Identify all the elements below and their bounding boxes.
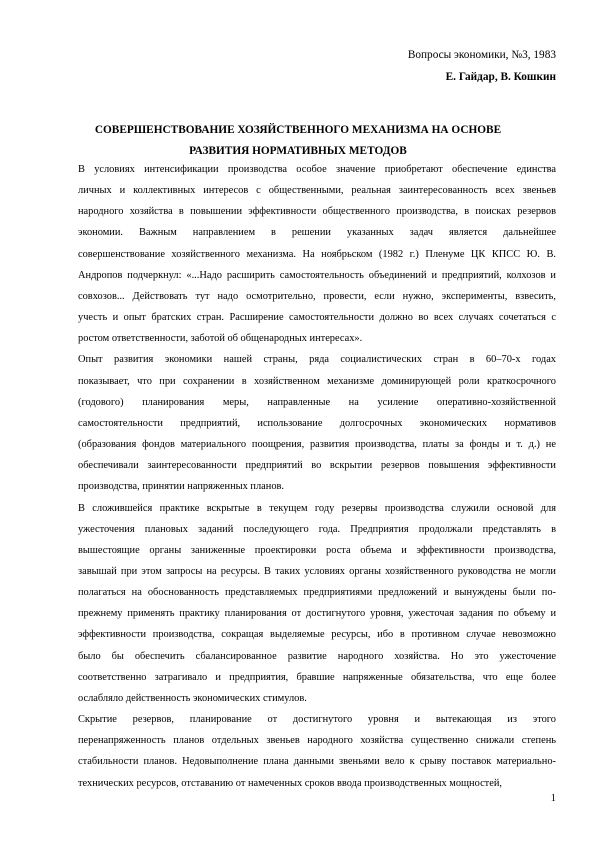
text-line: ростом ответственности, заботой об общенародных интересах». bbox=[78, 333, 363, 345]
article-title bbox=[40, 120, 556, 162]
text-line: В условиях интенсификации производства особое значение приобретают обеспечение единства bbox=[78, 164, 556, 175]
text-line: совхозов... Действовать тут надо осмотрительно, провести, если нужно, эксперименты, взвесить, bbox=[78, 290, 556, 302]
text-line: эффективности производства, сокращая выделяемые ресурсы, ибо в противном случае невозможно bbox=[78, 629, 556, 641]
paragraph bbox=[40, 709, 556, 794]
text-line: технических ресурсов, отставанию от намеченных сроков ввода производственных мощностей, bbox=[78, 777, 502, 789]
text-line: соответственно затрагивало и предприятия, бравшие напряженные обязательства, что еще более bbox=[78, 671, 556, 683]
text-line: ужесточения плановых заданий последующего года. Предприятия продолжали представлять в bbox=[78, 523, 556, 535]
text-line: личных и коллективных интересов с общественными, реальная заинтересованность всех звеньев bbox=[78, 185, 556, 197]
text-line: производства, принятии напряженных планов. bbox=[78, 481, 285, 493]
text-line: народного хозяйства в повышении эффективности общественного производства, в поисках резервов bbox=[78, 206, 556, 218]
text-line: прежнему применять практику планирования от достигнутого уровня, ужесточая задания по объему и bbox=[78, 608, 556, 620]
text-line: обеспечивали заинтересованности предприятий во вскрытии резервов повышения эффективности bbox=[78, 460, 556, 472]
source-citation: Вопросы экономики, №3, 1983 bbox=[407, 49, 556, 61]
authors: Е. Гайдар, В. Кошкин bbox=[445, 71, 556, 83]
text-line: перенапряженность планов отдельных звеньев народного хозяйства существенно снижали степень bbox=[78, 735, 556, 747]
text-line: Опыт развития экономики нашей страны, ряда социалистических стран в 60–70-х годах bbox=[78, 354, 556, 366]
text-line: стабильности планов. Недовыполнение плана данными звеньями вело к срыву поставок материально- bbox=[78, 756, 556, 768]
text-line: Скрытие резервов, планирование от достигнутого уровня и вытекающая из этого bbox=[78, 714, 556, 726]
text-line: В сложившейся практике вскрытые в текущем году резервы производства служили основой для bbox=[78, 502, 556, 514]
text-line: самостоятельности предприятий, использование долгосрочных экономических нормативов bbox=[78, 417, 556, 429]
text-line: было бы обеспечить сбалансированное развитие народного хозяйства. Но это ужесточение bbox=[78, 650, 556, 662]
text-line: (годового) планирования меры, направленные на усиление оперативно-хозяйственной bbox=[78, 396, 556, 408]
paragraph bbox=[40, 349, 556, 497]
text-line: совершенствование хозяйственного механизма. На ноябрьском (1982 г.) Пленуме ЦК КПСС Ю. В. bbox=[78, 248, 556, 260]
article-body bbox=[40, 159, 556, 794]
text-line: завышай при этом запросы на ресурсы. В таких условиях органы хозяйственного руководства не могли bbox=[78, 565, 556, 577]
page-number: 1 bbox=[550, 793, 556, 804]
text-line: (образования фондов материального поощрения, развития производства, платы за фонды и т. д.) не bbox=[78, 439, 556, 451]
text-line: Андропов подчеркнул: «...Надо расширить самостоятельность объединений и предприятий, колхозов и bbox=[78, 269, 556, 281]
text-line: ослабляло действенность экономических стимулов. bbox=[78, 692, 307, 704]
title-line: СОВЕРШЕНСТВОВАНИЕ ХОЗЯЙСТВЕННОГО МЕХАНИЗМА НА ОСНОВЕ bbox=[94, 124, 502, 136]
text-line: полагаться на обоснованность представляемых предприятиями предложений и вынуждены были по- bbox=[78, 587, 556, 599]
title-line: РАЗВИТИЯ НОРМАТИВНЫХ МЕТОДОВ bbox=[189, 145, 407, 158]
text-line: показывает, что при сохранении в хозяйственном механизме доминирующей роли краткосрочного bbox=[78, 375, 556, 387]
text-line: учесть и опыт братских стран. Расширение самостоятельности должно во всех случаях сочетаться с bbox=[78, 312, 556, 324]
text-line: вышестоящие органы заниженные проектировки роста объема и эффективности производства, bbox=[78, 544, 556, 556]
text-line: экономии. Важным направлением в решении указанных задач является дальнейшее bbox=[78, 227, 556, 239]
paragraph bbox=[40, 159, 556, 349]
paragraph bbox=[40, 498, 556, 710]
